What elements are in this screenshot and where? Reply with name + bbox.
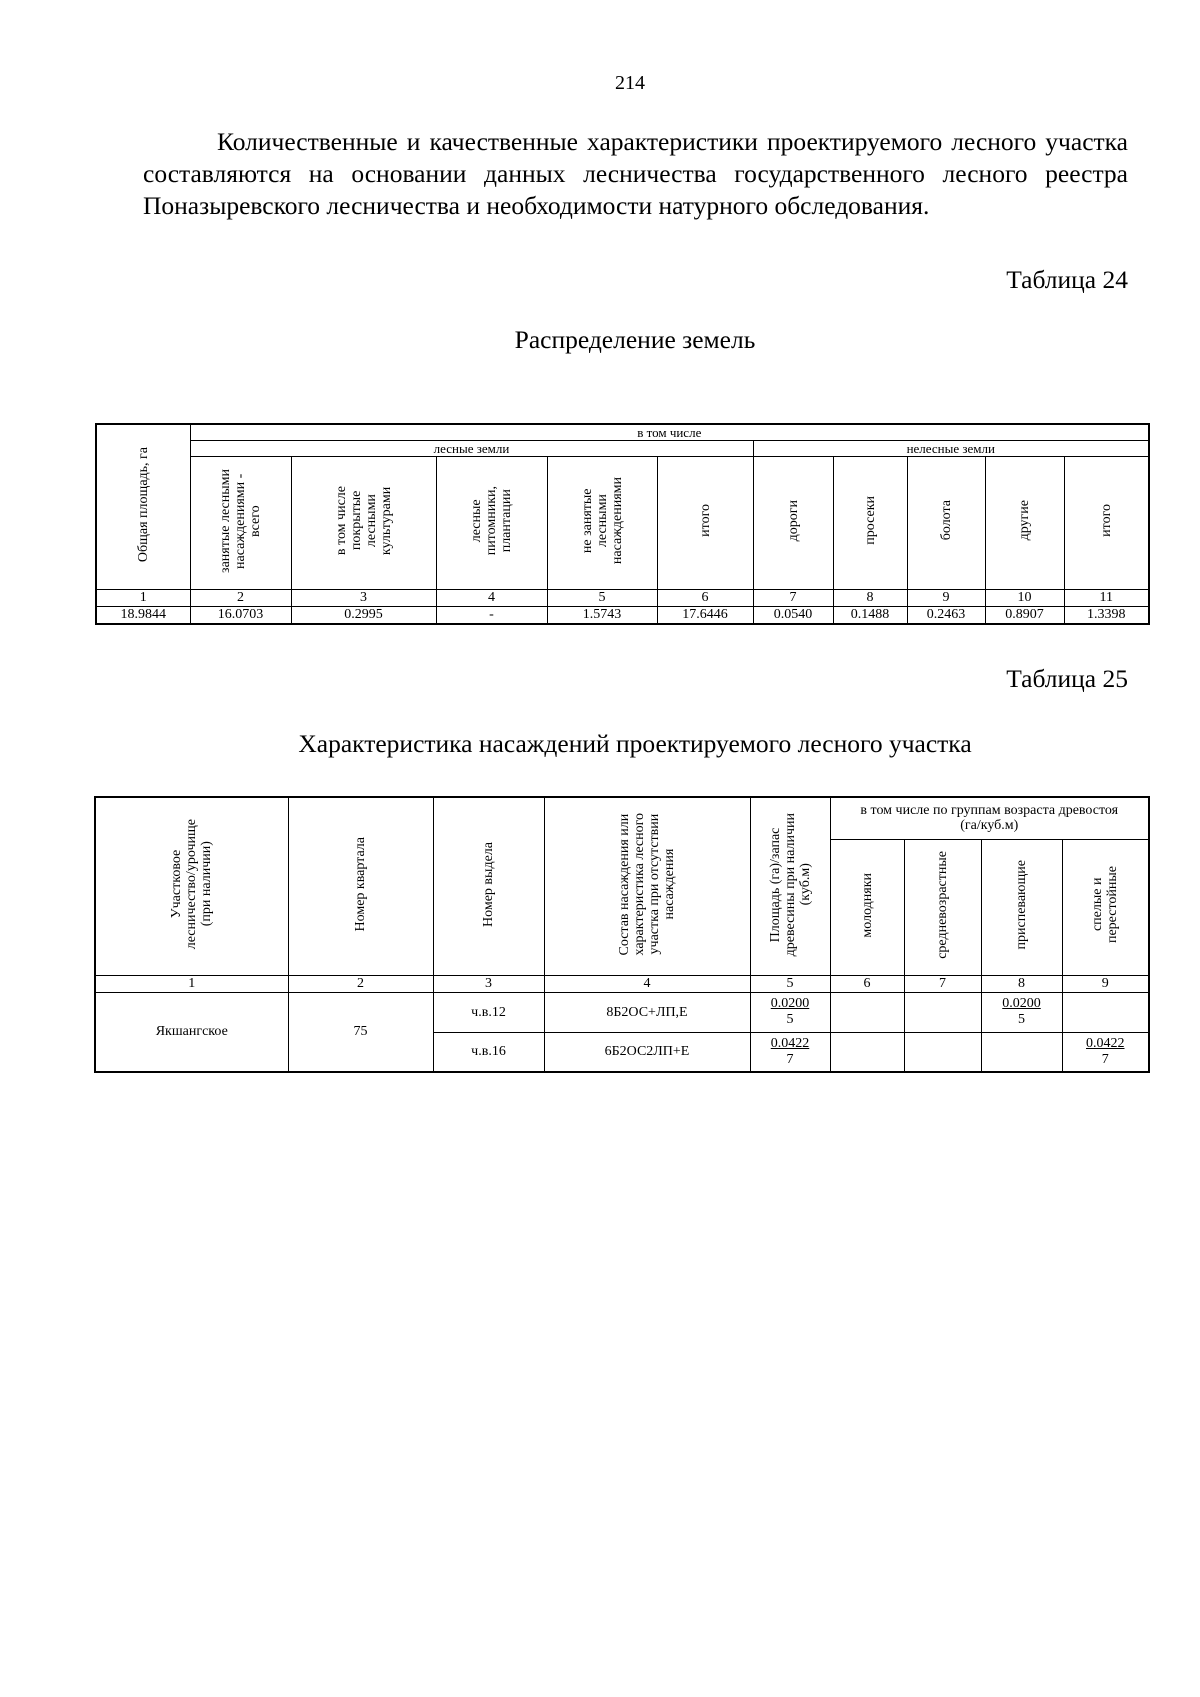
- col-header: итого: [657, 456, 753, 589]
- table-cell: 0.1488: [833, 606, 907, 624]
- header-middle-aged: средневозрастные: [904, 839, 981, 975]
- composition-cell: 6Б2ОС2ЛП+Е: [544, 1032, 750, 1072]
- young-cell: [830, 992, 904, 1032]
- section-cell: ч.в.16: [433, 1032, 544, 1072]
- column-number: 9: [1062, 975, 1149, 992]
- table-cell: 0.2995: [291, 606, 436, 624]
- column-number: 10: [985, 589, 1064, 606]
- column-number: 9: [907, 589, 985, 606]
- header-quarter: Номер квартала: [288, 797, 433, 975]
- header-section: Номер выдела: [433, 797, 544, 975]
- col-header: болота: [907, 456, 985, 589]
- header-nonforest-lands: нелесные земли: [753, 440, 1149, 456]
- table-cell: 16.0703: [190, 606, 291, 624]
- col-header: в том числе покрытые лесными культурами: [291, 456, 436, 589]
- table24-title: Распределение земель: [514, 325, 756, 354]
- volume-value: 5: [786, 1012, 794, 1027]
- column-number: 1: [95, 975, 288, 992]
- intro-paragraph: Количественные и качественные характеристики проектируемого лесного участка составляются на основании данных лесничества государственного лесного реестра Поназыревского лесничества и необходимости натурного обследования.: [143, 127, 1128, 220]
- col-header: просеки: [833, 456, 907, 589]
- header-ripening: приспевающие: [981, 839, 1062, 975]
- area-value: 0.0422: [770, 1035, 810, 1051]
- area-cell: [750, 992, 830, 1032]
- column-number: 6: [657, 589, 753, 606]
- header-age-groups: в том числе по группам возраста древостоя (га/куб.м): [830, 797, 1149, 839]
- col-header: лесные питомники, плантации: [436, 456, 547, 589]
- header-mature: спелые и перестойные: [1062, 839, 1149, 975]
- col-header: занятые лесными насаждениями - всего: [190, 456, 291, 589]
- composition-cell: 8Б2ОС+ЛП,Е: [544, 992, 750, 1032]
- table-cell: 1.5743: [547, 606, 657, 624]
- header-young: молодняки: [830, 839, 904, 975]
- column-number: 2: [288, 975, 433, 992]
- col-header: не занятые лесными насаждениями: [547, 456, 657, 589]
- table25-caption: Таблица 25: [1006, 664, 1128, 693]
- column-number: 7: [753, 589, 833, 606]
- land-distribution-table: [95, 423, 1150, 625]
- column-number: 5: [547, 589, 657, 606]
- table-cell: 1.3398: [1064, 606, 1149, 624]
- column-number: 5: [750, 975, 830, 992]
- column-number: 7: [904, 975, 981, 992]
- quarter-number: 75: [288, 992, 433, 1072]
- ripening-volume: 5: [1018, 1012, 1025, 1027]
- column-number: 11: [1064, 589, 1149, 606]
- area-cell: [750, 1032, 830, 1072]
- column-number: 4: [544, 975, 750, 992]
- area-value: 0.0200: [770, 996, 810, 1011]
- middle-aged-cell: [904, 992, 981, 1032]
- section-cell: ч.в.12: [433, 992, 544, 1032]
- header-forestry: Участковое лесничество/урочище (при наличии): [95, 797, 288, 975]
- page-number: 214: [615, 72, 645, 94]
- volume-value: 7: [786, 1051, 794, 1067]
- col-header: другие: [985, 456, 1064, 589]
- header-area: Площадь (га)/запас древесины при наличии (куб.м): [750, 797, 830, 975]
- ripening-cell: [981, 992, 1062, 1032]
- table-cell: 17.6446: [657, 606, 753, 624]
- column-number: 3: [433, 975, 544, 992]
- header-composition: Состав насаждения или характеристика лесного участка при отсутствии насаждения: [544, 797, 750, 975]
- table-cell: 0.8907: [985, 606, 1064, 624]
- forestry-name: Якшангское: [95, 992, 288, 1072]
- mature-volume: 7: [1101, 1051, 1109, 1067]
- table24-caption: Таблица 24: [1006, 265, 1128, 294]
- column-number: 3: [291, 589, 436, 606]
- table-cell: 0.0540: [753, 606, 833, 624]
- table-cell: 18.9844: [96, 606, 190, 624]
- ripening-area: 0.0200: [1002, 996, 1041, 1011]
- header-total-area: Общая площадь, га: [96, 424, 190, 589]
- mature-cell: [1062, 992, 1149, 1032]
- mature-area: 0.0422: [1086, 1035, 1125, 1051]
- table-cell: 0.2463: [907, 606, 985, 624]
- column-number: 8: [833, 589, 907, 606]
- header-including: в том числе: [190, 424, 1149, 440]
- column-number: 2: [190, 589, 291, 606]
- column-number: 4: [436, 589, 547, 606]
- ripening-cell: [981, 1032, 1062, 1072]
- table25-title: Характеристика насаждений проектируемого лесного участка: [298, 729, 972, 758]
- column-number: 6: [830, 975, 904, 992]
- col-header: дороги: [753, 456, 833, 589]
- mature-cell: [1062, 1032, 1149, 1072]
- young-cell: [830, 1032, 904, 1072]
- col-header: итого: [1064, 456, 1149, 589]
- header-forest-lands: лесные земли: [190, 440, 753, 456]
- column-number: 8: [981, 975, 1062, 992]
- column-number: 1: [96, 589, 190, 606]
- middle-aged-cell: [904, 1032, 981, 1072]
- stand-characteristics-table: [94, 796, 1150, 1073]
- table-cell: -: [436, 606, 547, 624]
